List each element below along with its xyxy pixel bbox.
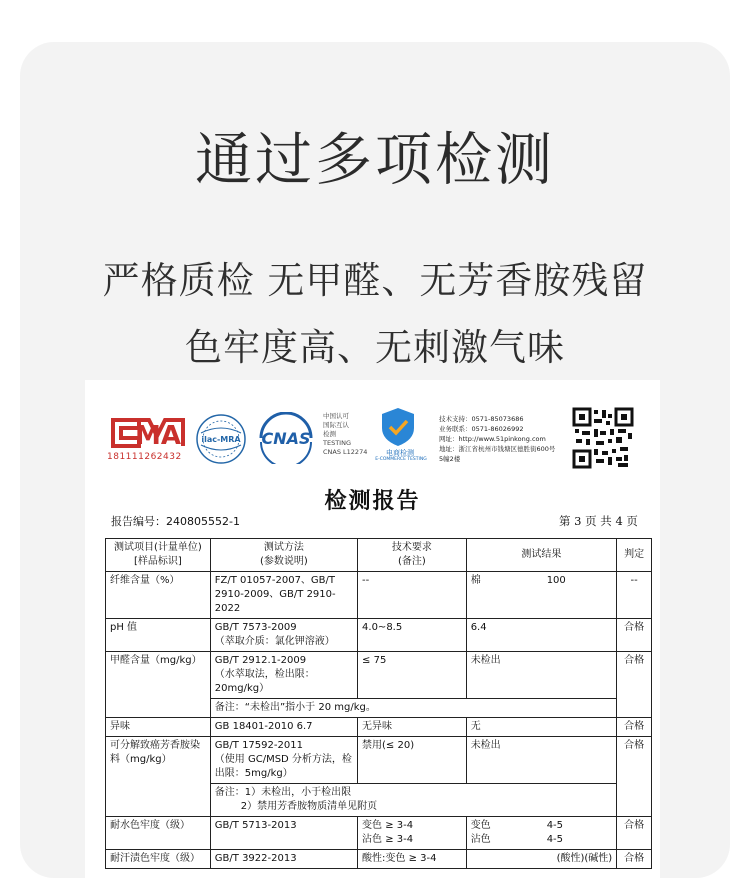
subtitle-line-1: 严格质检 无甲醛、无芳香胺残留 xyxy=(102,259,648,302)
test-results-table xyxy=(105,538,652,869)
ecommerce-testing-sub: E-COMMERCE TESTING xyxy=(375,457,427,462)
report-page-info: 第 3 页 共 4 页 xyxy=(559,514,638,528)
svg-text:ilac-MRA: ilac-MRA xyxy=(201,435,241,444)
qr-code-icon xyxy=(572,407,634,469)
svg-text:CNAS: CNAS xyxy=(261,429,311,448)
shield-check-icon xyxy=(368,406,428,448)
cnas-logo-icon xyxy=(253,412,319,464)
table-row: 耐汗渍色牢度（级） GB/T 3922-2013 酸性:变色 ≥ 3-4 (酸性)(碱性) 合格 xyxy=(106,850,652,869)
table-note-row: 备注：“未检出”指小于 20 mg/kg。 xyxy=(106,699,652,718)
table-row: 纤维含量（%） FZ/T 01057-2007、GB/T 2910-2009、GB/T 2910-2022 -- 棉 100 -- xyxy=(106,572,652,619)
cnas-caption: 中国认可 国际互认 检测 TESTING CNAS L12274 xyxy=(323,412,368,456)
table-row: 异味 GB 18401-2010 6.7 无异味 无 合格 xyxy=(106,718,652,737)
table-note-row: 备注：1）未检出，小于检出限 2）禁用芳香胺物质清单见附页 xyxy=(106,784,652,817)
ilac-mra-logo-icon xyxy=(195,413,247,465)
table-header-row: 测试项目(计量单位) [样品标识] 测试方法 (参数说明) 技术要求 (备注) 测试结果 判定 xyxy=(106,539,652,572)
table-row: pH 值 GB/T 7573-2009 （萃取介质：氯化钾溶液） 4.0~8.5 6.4 合格 xyxy=(106,619,652,652)
lab-contact-info: 技术支持：0571-85073686 业务联系：0571-86026992 网址：http://www.51pinkong.com 地址：浙江省杭州市钱塘区德胜街600号 5幢2楼 xyxy=(439,415,556,463)
table-row: 甲醛含量（mg/kg） GB/T 2912.1-2009 （水萃取法，检出限：20mg/kg） ≤ 75 未检出 合格 xyxy=(106,652,652,699)
ecommerce-testing-label: 电商检测 xyxy=(386,449,414,457)
table-row: 可分解致癌芳香胺染料（mg/kg） GB/T 17592-2011 （使用 GC/MSD 分析方法，检出限：5mg/kg） 禁用(≤ 20) 未检出 合格 xyxy=(106,737,652,784)
report-title: 检测报告 xyxy=(324,488,421,514)
subtitle-line-2: 色牢度高、无刺激气味 xyxy=(185,326,565,369)
test-report-document xyxy=(85,380,660,878)
detail-card xyxy=(20,42,730,878)
cma-number: 181111262432 xyxy=(107,452,182,462)
headline: 通过多项检测 xyxy=(195,127,555,193)
cma-logo-icon xyxy=(109,414,187,452)
report-number: 报告编号：240805552-1 xyxy=(111,515,240,528)
svg-text:MA: MA xyxy=(135,421,181,451)
certification-logos xyxy=(85,380,660,480)
table-row: 耐水色牢度（级） GB/T 5713-2013 变色 ≥ 3-4 沾色 ≥ 3-4 变色 4-5 沾色 4-5 合格 xyxy=(106,817,652,850)
